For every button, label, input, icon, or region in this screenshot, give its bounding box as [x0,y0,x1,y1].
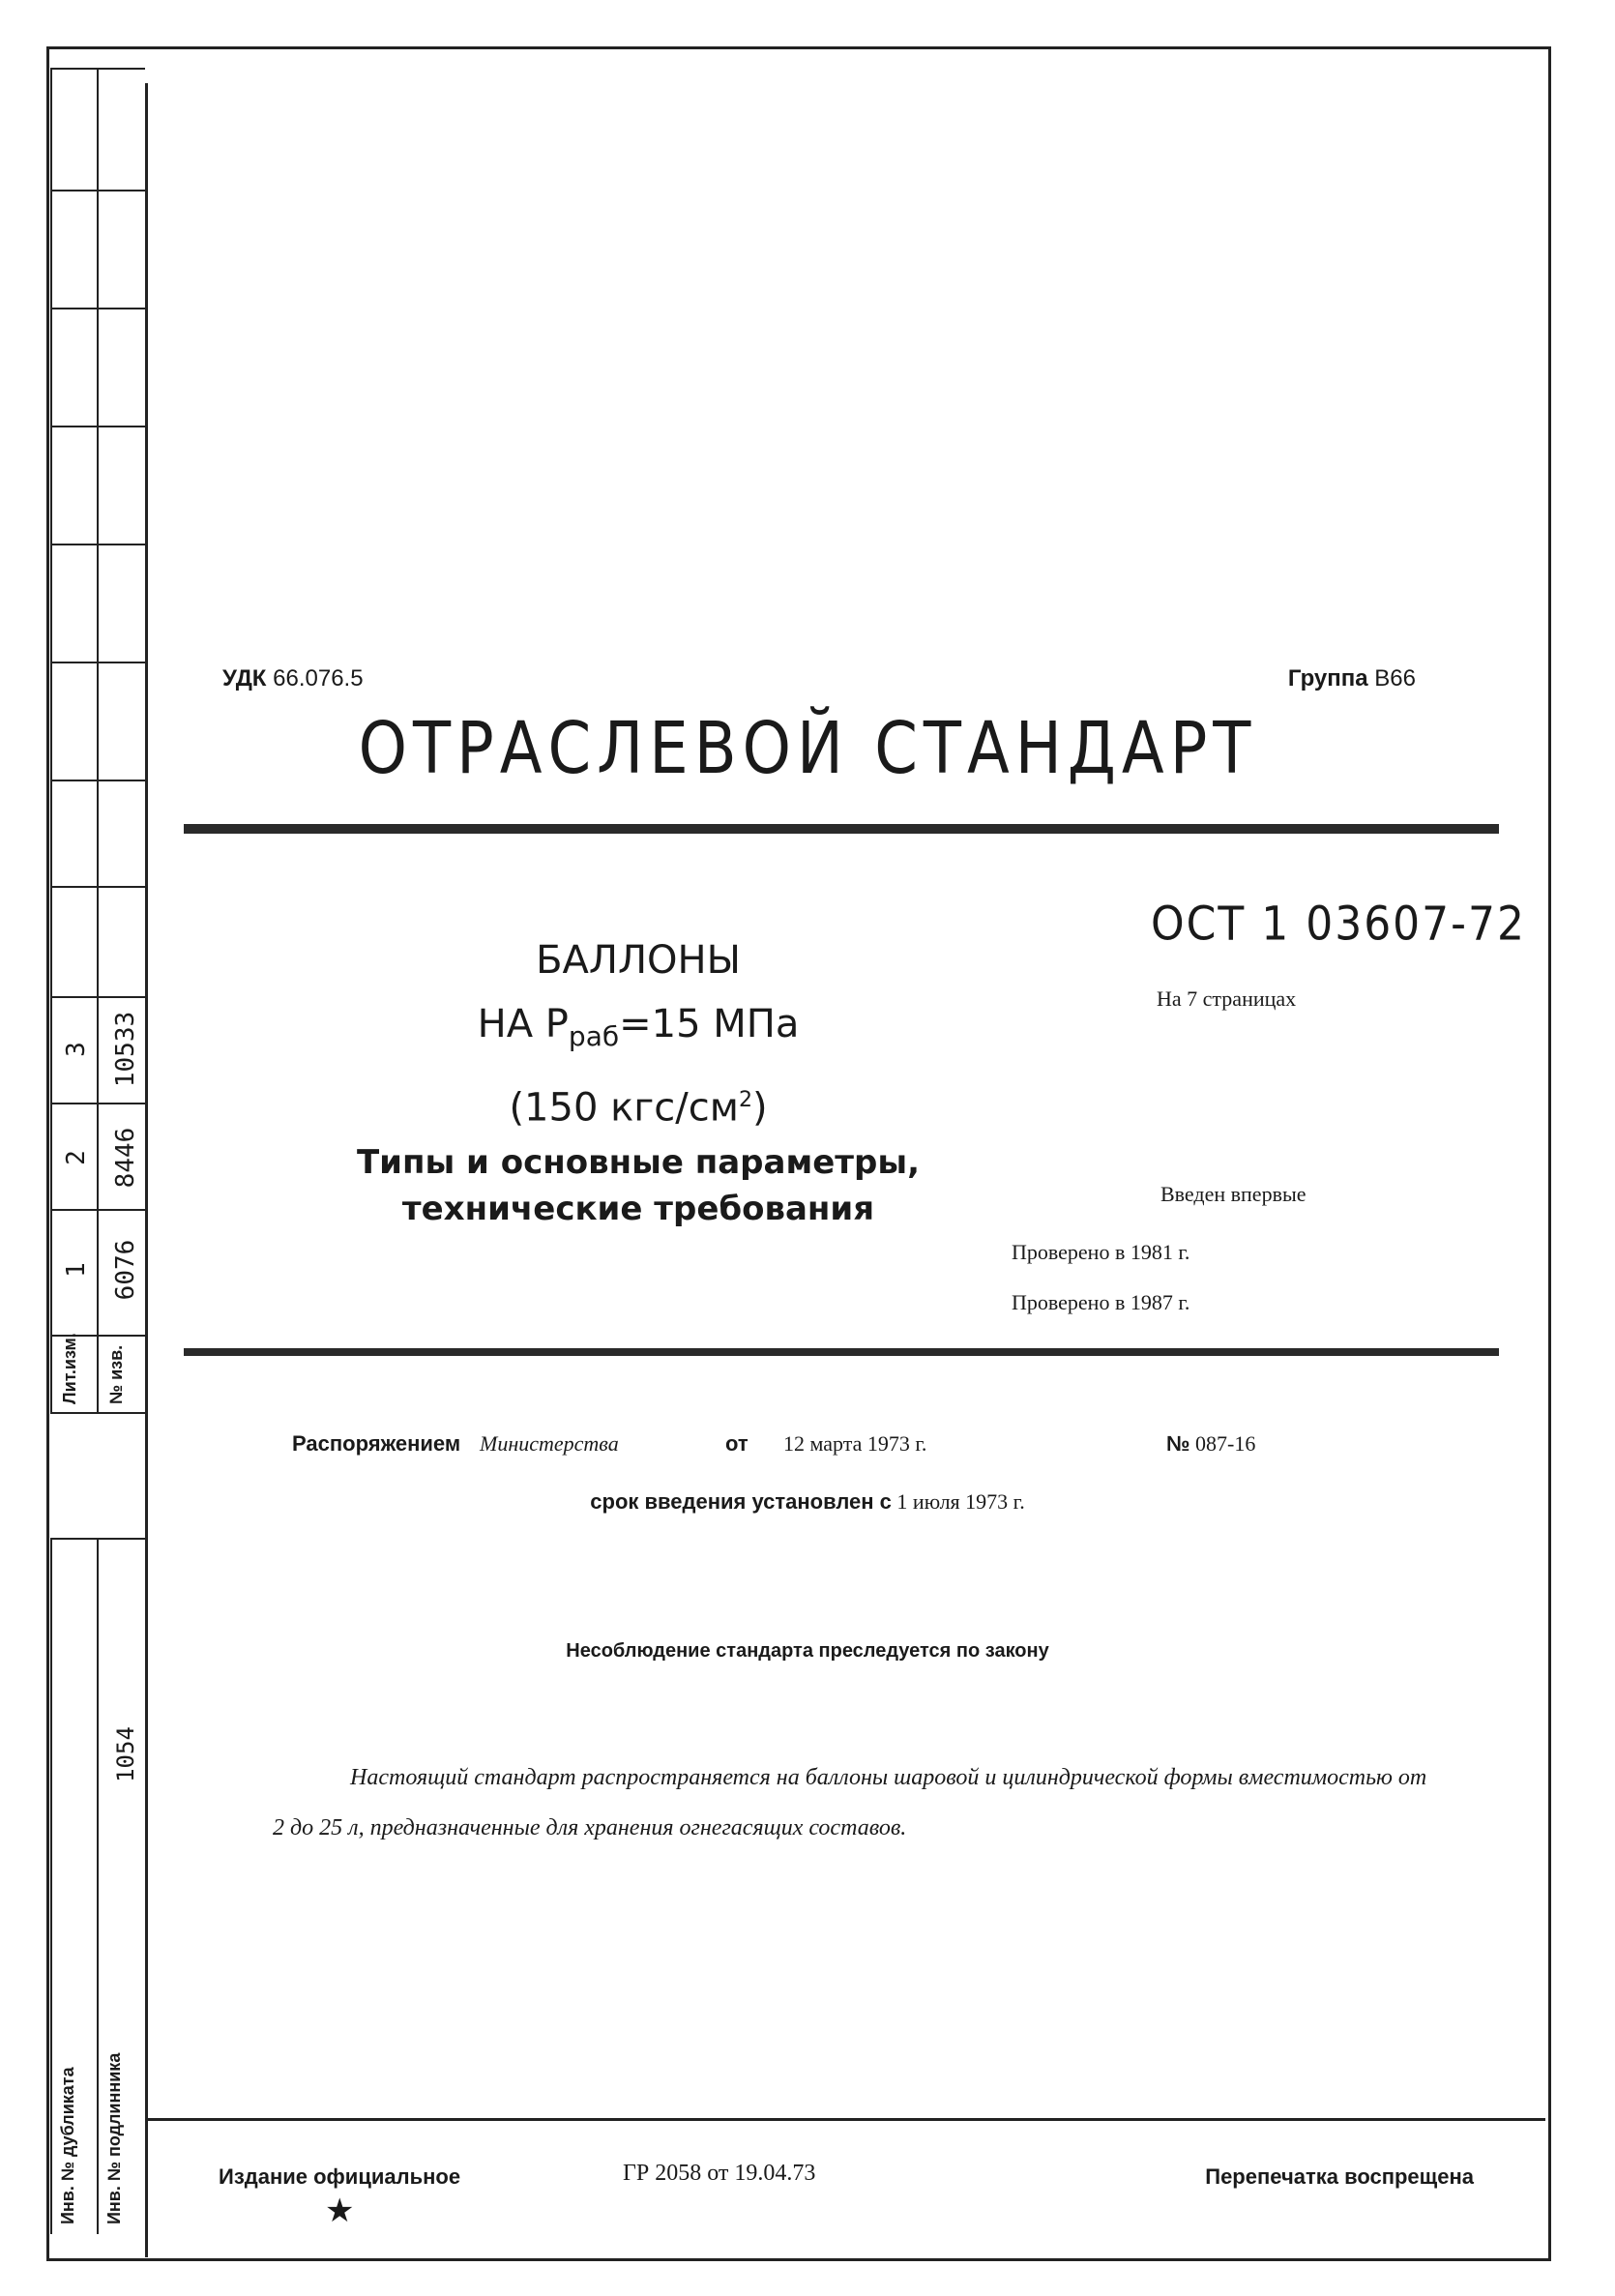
revision-number-2: 8446 [111,1127,140,1189]
grid-line [50,1538,145,1540]
decree-from-label: от [725,1431,749,1456]
heading-line-1: БАЛЛОНЫ [536,938,741,983]
inventory-number: 1054 [112,1726,139,1782]
group-value: В66 [1374,665,1416,692]
decree-ministry: Министерства [480,1431,619,1456]
grid-line [50,426,145,427]
document-heading [319,928,957,1232]
decree-number-value: 087-16 [1195,1431,1256,1456]
heading-unit-prefix: (150 кгс/см [509,1085,739,1131]
heading-line-3 [319,1069,957,1139]
revision-2: 2 [62,1150,91,1165]
standard-code: ОСТ 1 03607-72 [1151,897,1527,952]
grid-line [50,886,145,888]
udk-value: 66.076.5 [273,665,364,692]
udk-code [222,665,364,692]
decree-label-text: Распоряжением [292,1431,461,1456]
revision-number-3: 10533 [111,1011,140,1088]
status-checked-1981: Проверено в 1981 г. [1012,1240,1190,1264]
grid-line [50,1412,145,1414]
decree-date: 12 марта 1973 г. [783,1431,927,1456]
grid-line [50,996,145,998]
heading-unit-suffix: ) [751,1085,768,1131]
page-title: ОТРАСЛЕВОЙ СТАНДАРТ [358,708,1257,791]
label-inv-duplicate: Инв. № дубликата [58,2067,77,2224]
grid-line [50,190,145,191]
heading-pressure-prefix: НА P [477,1002,569,1046]
label-num-izv: № изв. [106,1344,126,1404]
group-label: Группа [1287,665,1368,692]
grid-line [50,1103,145,1104]
grid-line [50,662,145,663]
decree-label [292,1431,460,1457]
decree-number [1166,1431,1255,1457]
heading-unit-superscript: 2 [738,1088,752,1112]
grid-line [50,308,145,309]
heading-line-4: Типы и основные параметры, [356,1143,921,1183]
heading-line-2 [319,992,957,1069]
grid-line [50,1209,145,1211]
scope-paragraph: Настоящий стандарт распространяется на баллоны шаровой и цилиндрической формы вместимостью от 2 до 25 л, предназначенные для хранения огнегасящих составов. [273,1765,1427,1840]
udk-label: УДК [222,665,267,692]
introduction-date [0,1489,1615,1515]
page-count: На 7 страницах [1157,986,1297,1011]
heading-line-5: технические требования [401,1190,875,1229]
introduction-label: срок введения установлен с [590,1489,892,1514]
heading-pressure-value: =15 МПа [619,1002,800,1046]
label-lit-izm: Лит.изм. [60,1333,79,1404]
decree-number-label: № [1166,1431,1190,1456]
decree-from [725,1431,749,1457]
section-rule [184,1348,1499,1356]
heading-pressure-subscript: раб [568,1020,620,1052]
revision-1: 3 [62,1042,91,1057]
introduction-date-value: 1 июля 1973 г. [896,1489,1025,1514]
label-inv-original: Инв. № подлинника [104,2052,124,2224]
legal-notice: Несоблюдение стандарта преследуется по закону [566,1640,1049,1662]
group-code [1288,665,1416,692]
revision-3: 1 [62,1262,91,1278]
footer-divider [145,2118,1545,2121]
grid-line [50,544,145,545]
revision-number-1: 6076 [111,1239,140,1301]
reprint-prohibited: Перепечатка воспрещена [1205,2164,1474,2189]
title-rule [184,824,1499,834]
status-checked-1987: Проверено в 1987 г. [1012,1290,1190,1314]
star-icon: ★ [325,2193,355,2229]
grid-line [50,68,145,70]
registration-number: ГР 2058 от 19.04.73 [623,2161,816,2186]
status-introduced: Введен впервые [1160,1182,1307,1206]
official-edition: Издание официальное [219,2164,461,2189]
